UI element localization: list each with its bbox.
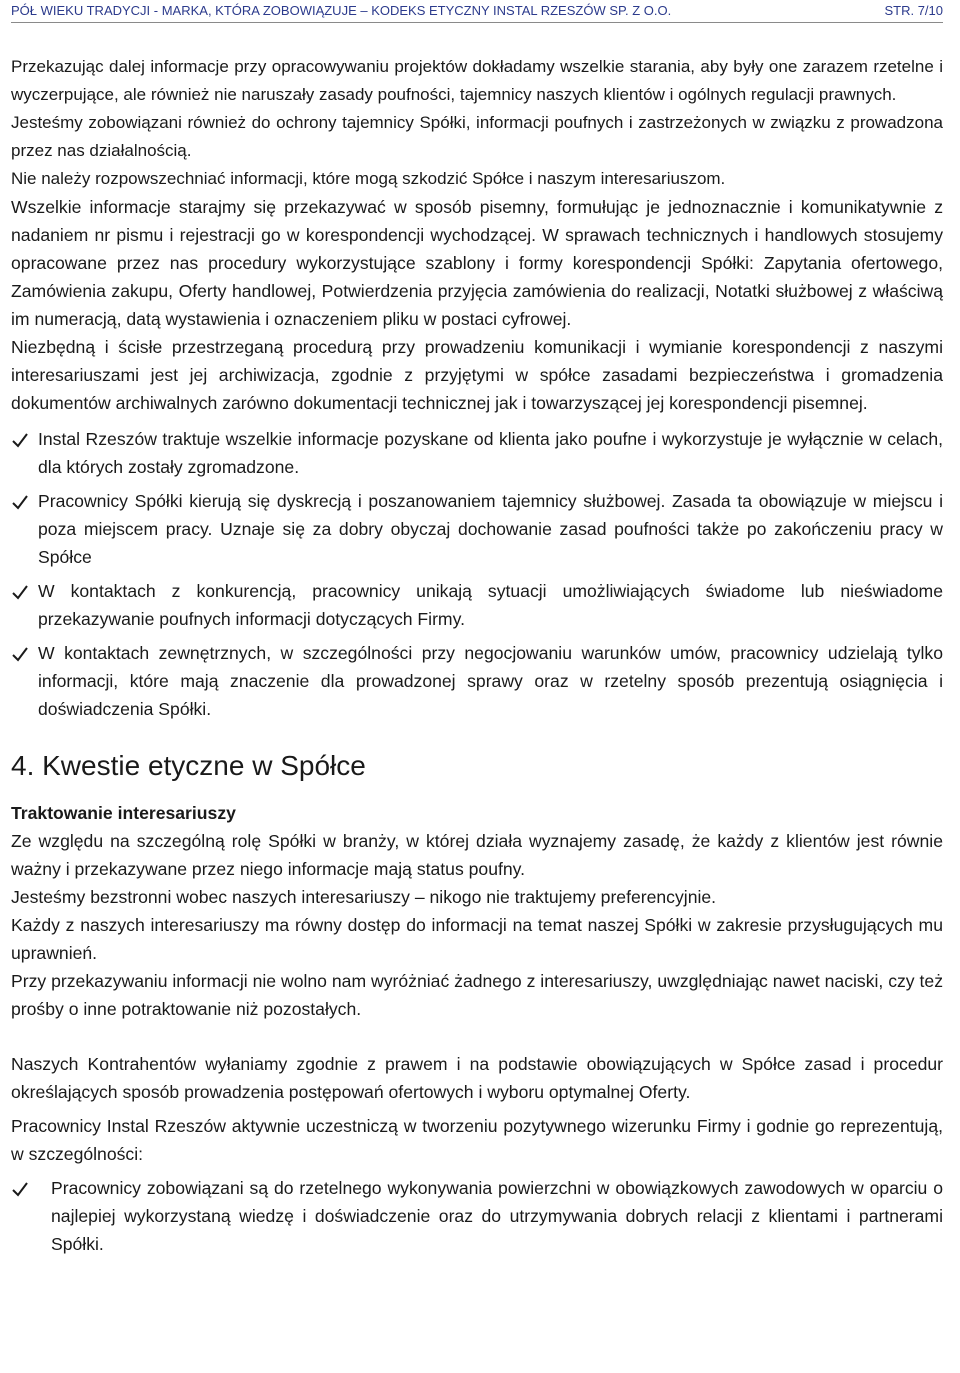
header-title: PÓŁ WIEKU TRADYCJI - MARKA, KTÓRA ZOBOWIĄZUJE – KODEKS ETYCZNY INSTAL RZESZÓW SP. Z O.O. xyxy=(11,3,672,18)
checklist-text: W kontaktach zewnętrznych, w szczególności przy negocjowaniu warunków umów, pracownicy udzielają tylko informacji, które mają znaczenie dla prowadzonej sprawy oraz w rzetelny sposób prezentują osiągnięcia i doświadczenia Spółki. xyxy=(38,643,943,719)
intro-block xyxy=(11,53,943,193)
checkmark-icon xyxy=(11,431,29,449)
checkmark-icon xyxy=(11,493,29,511)
paragraph: Przy przekazywaniu informacji nie wolno nam wyróżniać żadnego z interesariuszy, uwzględniając nawet naciski, czy też prośby o inne potraktowanie niż pozostałych. xyxy=(11,971,943,1019)
checkmark-icon xyxy=(11,645,29,663)
page-header xyxy=(11,0,943,23)
paragraph: Wszelkie informacje starajmy się przekazywać w sposób pisemny, formułując je jednoznacznie i komunikatywnie z nadaniem nr pismu i rejestracji go w korespondencji wychodzącej. W sprawach technicznych i handlowych stosujemy opracowane przez nas procedury wykorzystujące szablony i formy korespondencji Spółki: Zapytania ofertowego, Zamówienia zakupu, Oferty handlowej, Potwierdzenia przyjęcia zamówienia do realizacji, Notatki służbowej z właściwą im numeracją, datą wystawienia i oznaczeniem pliku w postaci cyfrowej. xyxy=(11,197,943,329)
paragraph: Naszych Kontrahentów wyłaniamy zgodnie z prawem i na podstawie obowiązujących w Spółce zasad i procedur określających sposób prowadzenia postępowań ofertowych i wyboru optymalnej Oferty. xyxy=(11,1054,943,1102)
paragraph-block xyxy=(11,193,943,417)
checklist-item xyxy=(11,487,943,571)
checklist-item xyxy=(11,425,943,481)
checklist-text: W kontaktach z konkurencją, pracownicy unikają sytuacji umożliwiających świadome lub nieświadome przekazywanie poufnych informacji dotyczących Firmy. xyxy=(38,581,943,629)
checklist xyxy=(11,425,943,723)
subsection-heading: Traktowanie interesariuszy xyxy=(11,803,236,823)
paragraph: Ze względu na szczególną rolę Spółki w branży, w której działa wyznajemy zasadę, że każdy z klientów jest równie ważny i przekazywane przez niego informacje mają status poufny. xyxy=(11,831,943,879)
section-paragraphs xyxy=(11,827,943,1023)
employees-paragraph xyxy=(11,1112,943,1168)
contractors-paragraph xyxy=(11,1050,943,1106)
paragraph: Każdy z naszych interesariuszy ma równy dostęp do informacji na temat naszej Spółki w zakresie przysługujących mu uprawnień. xyxy=(11,915,943,963)
section-title: 4. Kwestie etyczne w Spółce xyxy=(11,750,366,781)
checklist-text: Pracownicy Spółki kierują się dyskrecją i poszanowaniem tajemnicy służbowej. Zasada ta obowiązuje w miejscu i poza miejscem pracy. Uznaje się za dobry obyczaj dochowanie zasad poufności także po zakończeniu pracy w Spółce xyxy=(38,491,943,567)
document-page xyxy=(11,0,943,1264)
checkmark-icon xyxy=(11,583,29,601)
checklist-text: Instal Rzeszów traktuje wszelkie informacje pozyskane od klienta jako poufne i wykorzystuje je wyłącznie w celach, dla których zostały zgromadzone. xyxy=(38,429,943,477)
checklist-text: Pracownicy zobowiązani są do rzetelnego wykonywania powierzchni w obowiązkowych zawodowych w oparciu o najlepiej wykorzystaną wiedzę i doświadczenie oraz do utrzymywania dobrych relacji z klientami i partnerami Spółki. xyxy=(51,1178,943,1254)
paragraph: Jesteśmy bezstronni wobec naszych interesariuszy – nikogo nie traktujemy preferencyjnie. xyxy=(11,887,717,907)
page-number: STR. 7/10 xyxy=(884,3,943,18)
intro-paragraph: Nie należy rozpowszechniać informacji, które mogą szkodzić Spółce i naszym interesariuszom. xyxy=(11,169,726,188)
checklist-item xyxy=(11,577,943,633)
paragraph: Niezbędną i ścisłe przestrzeganą procedurą przy prowadzeniu komunikacji i wymianie korespondencji z naszymi interesariuszami jest jej archiwizacja, zgodnie z przyjętymi w spółce zasadami bezpieczeństwa i gromadzenia dokumentów archiwalnych zarówno dokumentacji technicznej jak i towarzyszącej jej korespondencji pisemnej. xyxy=(11,337,943,413)
checkmark-icon xyxy=(11,1180,29,1198)
checklist-item xyxy=(11,1174,943,1258)
paragraph: Pracownicy Instal Rzeszów aktywnie uczestniczą w tworzeniu pozytywnego wizerunku Firmy i godnie go reprezentują, w szczególności: xyxy=(11,1116,943,1164)
checklist-item xyxy=(11,639,943,723)
intro-paragraph: Przekazując dalej informacje przy opracowywaniu projektów dokładamy wszelkie starania, aby były one zarazem rzetelne i wyczerpujące, ale również nie naruszały zasady poufności, tajemnicy naszych klientów i ogólnych regulacji prawnych. xyxy=(11,57,943,104)
intro-paragraph: Jesteśmy zobowiązani również do ochrony tajemnicy Spółki, informacji poufnych i zastrzeżonych w związku z prowadzona przez nas działalnością. xyxy=(11,113,943,160)
